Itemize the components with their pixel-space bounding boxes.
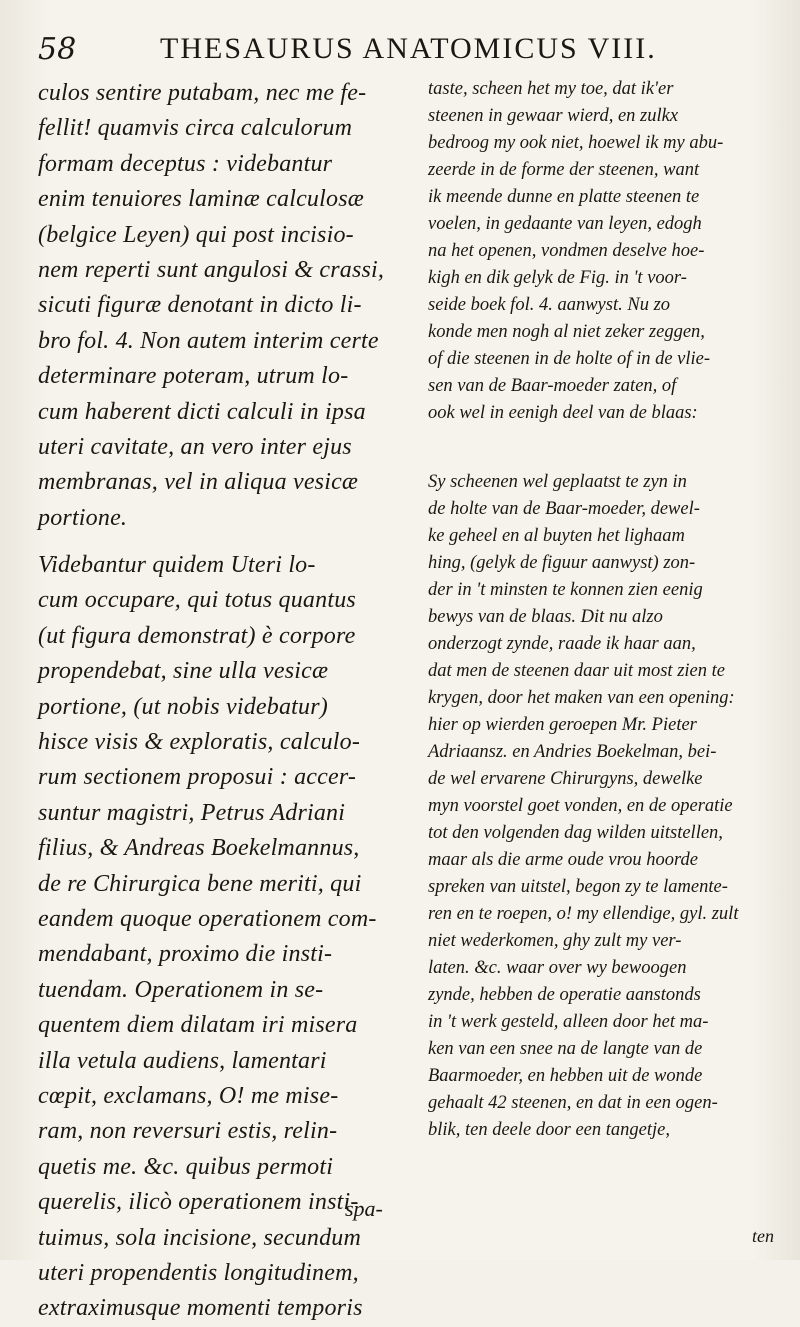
catchword-left: spa- bbox=[345, 1196, 383, 1221]
dutch-text-line: ke geheel en al buyten het lighaam bbox=[428, 526, 685, 546]
latin-text-line: sicuti figuræ denotant in dicto li- bbox=[38, 292, 362, 319]
dutch-text-line: myn voorstel goet vonden, en de operatie bbox=[428, 796, 733, 816]
dutch-text-line: ken van een snee na de langte van de bbox=[428, 1039, 703, 1059]
dutch-text-line: dat men de steenen daar uit most zien te bbox=[428, 661, 725, 681]
latin-text-line: nem reperti sunt angulosi & crassi, bbox=[38, 256, 385, 283]
latin-text-line: suntur magistri, Petrus Adriani bbox=[38, 799, 346, 826]
dutch-text-line: spreken van uitstel, begon zy te lamente- bbox=[428, 877, 728, 897]
dutch-text-line: steenen in gewaar wierd, en zulkx bbox=[428, 106, 679, 126]
dutch-text-line: in 't werk gesteld, alleen door het ma- bbox=[428, 1012, 709, 1032]
latin-text-line: querelis, ilicò operationem insti- bbox=[38, 1189, 359, 1216]
latin-text-line: Videbantur quidem Uteri lo- bbox=[38, 552, 316, 579]
latin-text-line: quentem diem dilatam iri misera bbox=[38, 1012, 358, 1039]
dutch-text-line: zynde, hebben de operatie aanstonds bbox=[428, 985, 701, 1005]
latin-text-line: hisce visis & exploratis, calculo- bbox=[38, 729, 361, 756]
dutch-text-line: ook wel in eenigh deel van de blaas: bbox=[428, 403, 698, 423]
latin-text-line: rum sectionem proposui : accer- bbox=[38, 764, 357, 791]
latin-text-line: culos sentire putabam, nec me fe- bbox=[38, 80, 367, 106]
dutch-text-line: voelen, in gedaante van leyen, edogh bbox=[428, 214, 702, 234]
latin-text-line: portione. bbox=[38, 504, 128, 531]
dutch-text-line: Sy scheenen wel geplaatst te zyn in bbox=[428, 472, 687, 492]
dutch-text-line: Adriaansz. en Andries Boekelman, bei- bbox=[428, 742, 717, 762]
latin-text-line: (ut figura demonstrat) è corpore bbox=[38, 622, 356, 649]
page-number: 58 bbox=[38, 32, 77, 67]
latin-text-line: cum occupare, qui totus quantus bbox=[38, 587, 356, 614]
latin-text-line: quetis me. &c. quibus permoti bbox=[38, 1153, 334, 1180]
dutch-text-line: laten. &c. waar over wy bewoogen bbox=[428, 958, 687, 978]
latin-text-line: fellit! quamvis circa calculorum bbox=[38, 115, 353, 142]
latin-text-line: mendabant, proximo die insti- bbox=[38, 941, 333, 968]
latin-text-line: determinare poteram, utrum lo- bbox=[38, 363, 349, 390]
dutch-text-line: gehaalt 42 steenen, en dat in een ogen- bbox=[428, 1093, 718, 1113]
latin-text-line: extraximusque momenti temporis bbox=[38, 1295, 363, 1322]
dutch-column bbox=[428, 76, 790, 1144]
latin-paragraph-gap bbox=[38, 536, 400, 548]
dutch-text-line: of die steenen in de holte of in de vlie- bbox=[428, 349, 711, 369]
latin-text-line: cœpit, exclamans, O! me mise- bbox=[38, 1082, 339, 1109]
latin-text-line: enim tenuiores laminæ calculosæ bbox=[38, 186, 364, 213]
dutch-text-line: na het openen, vondmen deselve hoe- bbox=[428, 241, 705, 261]
latin-text-line: bro fol. 4. Non autem interim certe bbox=[38, 327, 379, 354]
latin-text-line: tuendam. Operationem in se- bbox=[38, 976, 324, 1003]
latin-text-line: illa vetula audiens, lamentari bbox=[38, 1047, 327, 1074]
latin-text-line: filius, & Andreas Boekelmannus, bbox=[38, 835, 360, 862]
latin-column bbox=[38, 76, 400, 1327]
dutch-text-line: tot den volgenden dag wilden uitstellen, bbox=[428, 823, 723, 843]
dutch-text-line: ik meende dunne en platte steenen te bbox=[428, 187, 700, 207]
latin-text-line: formam deceptus : videbantur bbox=[38, 150, 333, 177]
latin-text-line: (belgice Leyen) qui post incisio- bbox=[38, 221, 354, 248]
catchword-right: ten bbox=[752, 1226, 774, 1246]
dutch-text-line: taste, scheen het my toe, dat ik'er bbox=[428, 79, 674, 99]
latin-text-line: tuimus, sola incisione, secundum bbox=[38, 1224, 362, 1251]
dutch-text-line: niet wederkomen, ghy zult my ver- bbox=[428, 931, 682, 951]
dutch-text-line: bewys van de blaas. Dit nu alzo bbox=[428, 607, 663, 627]
latin-text-line: propendebat, sine ulla vesicæ bbox=[38, 658, 329, 685]
dutch-text-line: seide boek fol. 4. aanwyst. Nu zo bbox=[428, 295, 671, 315]
latin-text-line: portione, (ut nobis videbatur) bbox=[38, 693, 328, 720]
latin-text-line: membranas, vel in aliqua vesicæ bbox=[38, 469, 359, 496]
page-header bbox=[28, 26, 778, 70]
latin-text-line: cum haberent dicti calculi in ipsa bbox=[38, 398, 366, 425]
dutch-text-line: onderzogt zynde, raade ik haar aan, bbox=[428, 634, 696, 654]
dutch-text-line: sen van de Baar-moeder zaten, of bbox=[428, 376, 677, 396]
dutch-text-line: hier op wierden geroepen Mr. Pieter bbox=[428, 715, 697, 735]
dutch-text-line: kigh en dik gelyk de Fig. in 't voor- bbox=[428, 268, 687, 288]
dutch-text-line: de wel ervarene Chirurgyns, dewelke bbox=[428, 769, 703, 789]
dutch-text-line: bedroog my ook niet, hoewel ik my abu- bbox=[428, 133, 724, 153]
running-head: THESAURUS ANATOMICUS VIII. bbox=[160, 32, 657, 65]
dutch-paragraph-gap bbox=[428, 427, 790, 469]
latin-text-line: uteri propendentis longitudinem, bbox=[38, 1259, 359, 1286]
dutch-text-line: zeerde in de forme der steenen, want bbox=[428, 160, 700, 180]
dutch-text-line: blik, ten deele door een tangetje, bbox=[428, 1120, 670, 1140]
dutch-text-line: de holte van de Baar-moeder, dewel- bbox=[428, 499, 700, 519]
dutch-text-line: hing, (gelyk de figuur aanwyst) zon- bbox=[428, 553, 696, 573]
latin-text-line: uteri cavitate, an vero inter ejus bbox=[38, 433, 352, 460]
dutch-text-line: ren en te roepen, o! my ellendige, gyl. zult bbox=[428, 904, 739, 924]
dutch-text-line: krygen, door het maken van een opening: bbox=[428, 688, 735, 708]
dutch-text-line: Baarmoeder, en hebben uit de wonde bbox=[428, 1066, 703, 1086]
latin-text-line: eandem quoque operationem com- bbox=[38, 905, 377, 932]
latin-text-line: ram, non reversuri estis, relin- bbox=[38, 1118, 338, 1145]
dutch-text-line: maar als die arme oude vrou hoorde bbox=[428, 850, 698, 870]
dutch-text-line: der in 't minsten te konnen zien eenig bbox=[428, 580, 703, 600]
latin-text-line: de re Chirurgica bene meriti, qui bbox=[38, 870, 362, 897]
dutch-text-line: konde men nogh al niet zeker zeggen, bbox=[428, 322, 705, 342]
